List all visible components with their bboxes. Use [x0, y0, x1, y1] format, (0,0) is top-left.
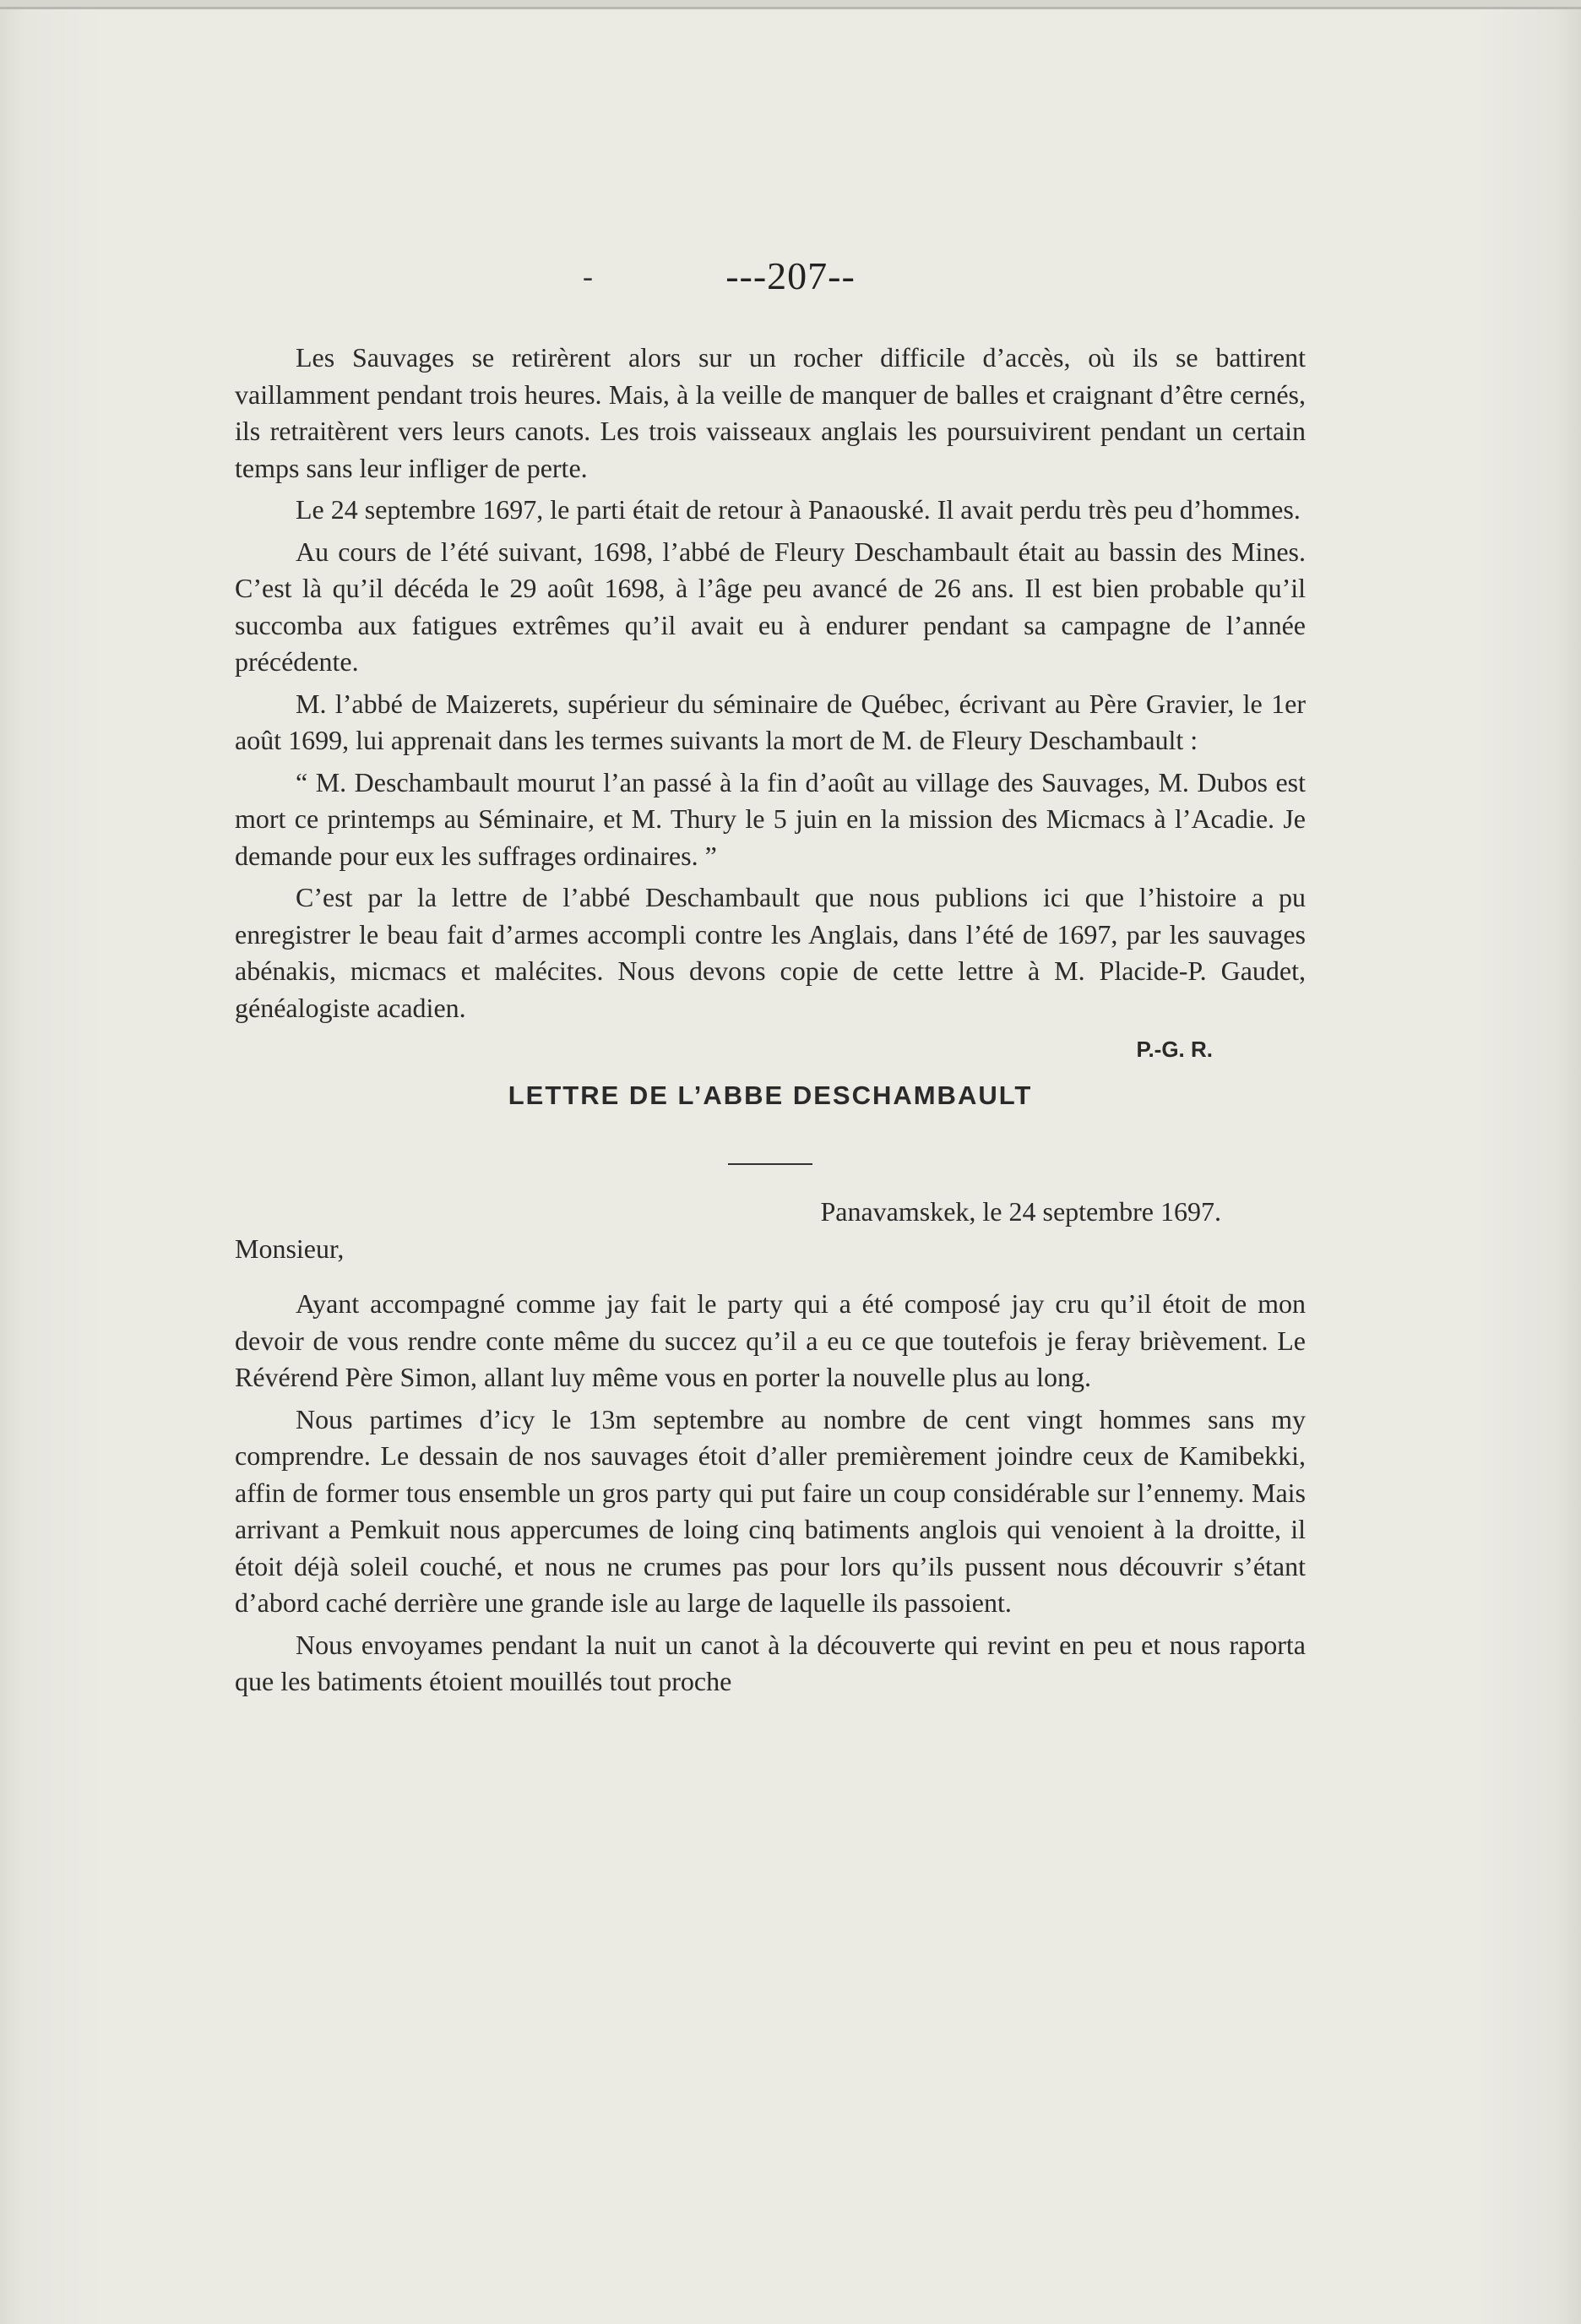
author-signature: P.-G. R.: [1136, 1037, 1213, 1062]
quoted-paragraph: “ M. Deschambault mourut l’an passé à la fin d’août au village des Sauvages, M. Dubos est mort ce printemps au Séminaire, et M. Thury le 5 juin en la mission des Micmacs à l’Acadie. Je demande pour eux les suffrages ordinaires. ”: [235, 766, 1306, 871]
article-paragraph: Le 24 septembre 1697, le parti était de retour à Panaouské. Il avait perdu très peu d’hommes.: [296, 494, 1301, 525]
letter-paragraph: Nous envoyames pendant la nuit un canot à la découverte qui revint en peu et nous raporta que les batiments étoient mouillés tout proche: [235, 1629, 1306, 1696]
article-paragraph: C’est par la lettre de l’abbé Deschambault que nous publions ici que l’histoire a pu enregistrer le beau fait d’armes accompli contre les Anglais, dans l’été de 1697, par les sauvages abénakis, micmacs et malécites. Nous devons copie de cette lettre à M. Placide-P. Gaudet, généalogiste acadien.: [235, 882, 1306, 1023]
title-divider: [728, 1163, 812, 1165]
page-number: ---207--: [725, 254, 856, 297]
letter-paragraph: Ayant accompagné comme jay fait le party qui a été composé jay cru qu’il étoit de mon devoir de vous rendre conte même du succez qu’il a eu ce que toutefois je feray brièvement. Le Révérend Père Simon, allant luy même vous en porter la nouvelle plus au long.: [235, 1288, 1306, 1392]
letter-title: LETTRE DE L’ABBE DESCHAMBAULT: [508, 1080, 1033, 1110]
article-paragraph: Les Sauvages se retirèrent alors sur un rocher difficile d’accès, où ils se battirent vaillamment pendant trois heures. Mais, à la veille de manquer de balles et craignant d’être cernés, ils retraitèrent vers leurs canots. Les trois vaisseaux anglais les poursuivirent pendant un certain temps sans leur infliger de perte.: [235, 342, 1306, 483]
page-top-edge: [0, 0, 1581, 9]
article-paragraph: Au cours de l’été suivant, 1698, l’abbé de Fleury Deschambault était au bassin des Mines. C’est là qu’il décéda le 29 août 1698, à l’âge peu avancé de 26 ans. Il est bien probable qu’il succomba aux fatigues extrêmes qu’il avait eu à endurer pendant sa campagne de l’année précédente.: [235, 536, 1306, 677]
letter-salutation: Monsieur,: [235, 1233, 345, 1264]
margin-dash-mark: -: [583, 259, 593, 293]
article-paragraph: M. l’abbé de Maizerets, supérieur du séminaire de Québec, écrivant au Père Gravier, le 1er août 1699, lui apprenait dans les termes suivants la mort de M. de Fleury Deschambault :: [235, 688, 1306, 755]
main-text-column: [235, 340, 1306, 1701]
letter-paragraph: Nous partimes d’icy le 13m septembre au nombre de cent vingt hommes sans my comprendre. Le dessain de nos sauvages étoit d’aller premièrement joindre ceux de Kamibekki, affin de former tous ensemble un gros party qui put faire un coup considérable sur l’ennemy. Mais arrivant a Pemkuit nous appercumes de loing cinq batiments anglois qui venoient à la droitte, il étoit déjà soleil couché, et nous ne crumes pas pour lors qu’ils pussent nous découvrir s’étant d’abord caché derrière une grande isle au large de laquelle ils passoient.: [235, 1403, 1306, 1618]
letter-dateline: Panavamskek, le 24 septembre 1697.: [820, 1196, 1221, 1227]
